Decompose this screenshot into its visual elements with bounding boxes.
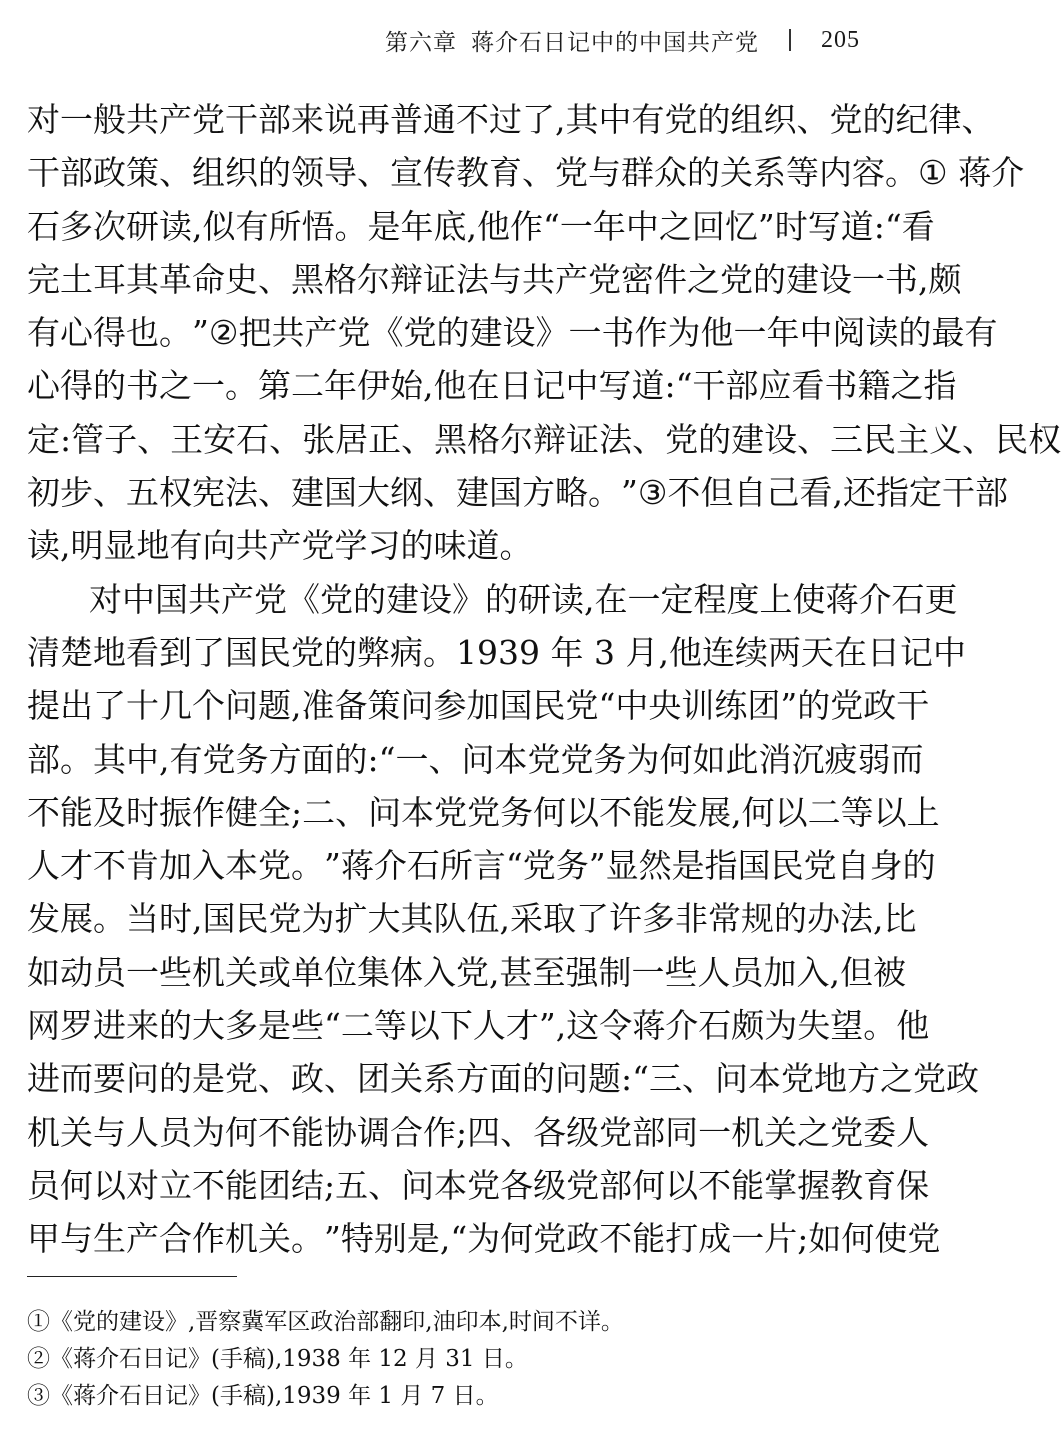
text-line: 发 展 。 当 时 , 国 民 党 为 扩 大 其 队 伍 , 采 取 了 许 多 非 常 规 的 办 法 , 比	[27, 899, 917, 939]
header-divider	[789, 29, 791, 51]
text-line: 网 罗 进 来 的 大 多 是 些 “ 二 等 以 下 人 才 ” , 这 令 蒋 介 石 颇 为 失 望 。 他	[27, 1006, 930, 1046]
text-line: 干 部 政 策 、 组 织 的 领 导 、 宣 传 教 育 、 党 与 群 众 的 关 系 等 内 容 。 ① 蒋 介	[27, 153, 1025, 193]
text-line: 如 动 员 一 些 机 关 或 单 位 集 体 入 党 , 甚 至 强 制 一 些 人 员 加 入 , 但 被	[27, 952, 906, 992]
chapter-label: 第六章	[385, 29, 457, 56]
footnote-divider	[27, 1276, 237, 1277]
text-line: 甲 与 生 产 合 作 机 关 。 ” 特 别 是 , “ 为 何 党 政 不 能 打 成 一 片 ; 如 何 使 党	[27, 1219, 941, 1259]
text-line: 对 中 国 共 产 党 《 党 的 建 设 》 的 研 读 , 在 一 定 程 度 上 使 蒋 介 石 更	[89, 579, 958, 619]
text-line: 石 多 次 研 读 , 似 有 所 悟 。 是 年 底 , 他 作 “ 一 年 中 之 回 忆 ” 时 写 道 : “ 看	[27, 206, 935, 246]
text-line: 部 。 其 中 , 有 党 务 方 面 的 : “ 一 、 问 本 党 党 务 为 何 如 此 消 沉 疲 弱 而	[27, 739, 924, 779]
text-line: 员 何 以 对 立 不 能 团 结 ; 五 、 问 本 党 各 级 党 部 何 以 不 能 掌 握 教 育 保	[27, 1165, 930, 1205]
text-line: 初 步 、 五 权 宪 法 、 建 国 大 纲 、 建 国 方 略 。 ” ③ 不 但 自 己 看 , 还 指 定 干 部	[27, 473, 1008, 513]
text-line: 有 心 得 也 。 ” ② 把 共 产 党 《 党 的 建 设 》 一 书 作 为 他 一 年 中 阅 读 的 最 有	[27, 313, 998, 353]
running-header	[385, 22, 860, 58]
body-text	[27, 93, 1061, 1266]
text-line: 读 , 明 显 地 有 向 共 产 党 学 习 的 味 道 。	[27, 526, 533, 566]
footnotes	[27, 1304, 863, 1415]
text-line: 进 而 要 问 的 是 党 、 政 、 团 关 系 方 面 的 问 题 : “ 三 、 问 本 党 地 方 之 党 政	[27, 1059, 979, 1099]
footnote-2: ②《蒋介石日记》(手稿),1938 年 12 月 31 日。	[27, 1346, 528, 1372]
text-line: 机 关 与 人 员 为 何 不 能 协 调 合 作 ; 四 、 各 级 党 部 同 一 机 关 之 党 委 人	[27, 1112, 930, 1152]
text-line: 定 : 管 子 、 王 安 石 、 张 居 正 、 黑 格 尔 辩 证 法 、 党 的 建 设 、 三 民 主 义 、 民 权	[27, 419, 1061, 459]
text-line: 清 楚 地 看 到 了 国 民 党 的 弊 病 。 1 9 3 9 年 3 月 , 他 连 续 两 天 在 日 记 中	[27, 632, 966, 672]
footnote-1: ①《党的建设》,晋察冀军区政治部翻印,油印本,时间不详。	[27, 1309, 624, 1335]
text-line: 心 得 的 书 之 一 。 第 二 年 伊 始 , 他 在 日 记 中 写 道 : “ 干 部 应 看 书 籍 之 指	[27, 366, 957, 406]
text-line: 人 才 不 肯 加 入 本 党 。 ” 蒋 介 石 所 言 “ 党 务 ” 显 然 是 指 国 民 党 自 身 的	[27, 846, 936, 886]
text-line: 提 出 了 十 几 个 问 题 , 准 备 策 问 参 加 国 民 党 “ 中 央 训 练 团 ” 的 党 政 干	[27, 686, 930, 726]
text-line: 不 能 及 时 振 作 健 全 ; 二 、 问 本 党 党 务 何 以 不 能 发 展 , 何 以 二 等 以 上	[27, 792, 940, 832]
text-line: 完 土 耳 其 革 命 史 、 黑 格 尔 辩 证 法 与 共 产 党 密 件 之 党 的 建 设 一 书 , 颇	[27, 259, 962, 299]
footnote-3: ③《蒋介石日记》(手稿),1939 年 1 月 7 日。	[27, 1383, 499, 1409]
chapter-title: 蒋介石日记中的中国共产党	[471, 29, 759, 56]
page-number: 205	[821, 26, 860, 53]
text-line: 对 一 般 共 产 党 干 部 来 说 再 普 通 不 过 了 , 其 中 有 党 的 组 织 、 党 的 纪 律 、	[27, 100, 995, 139]
